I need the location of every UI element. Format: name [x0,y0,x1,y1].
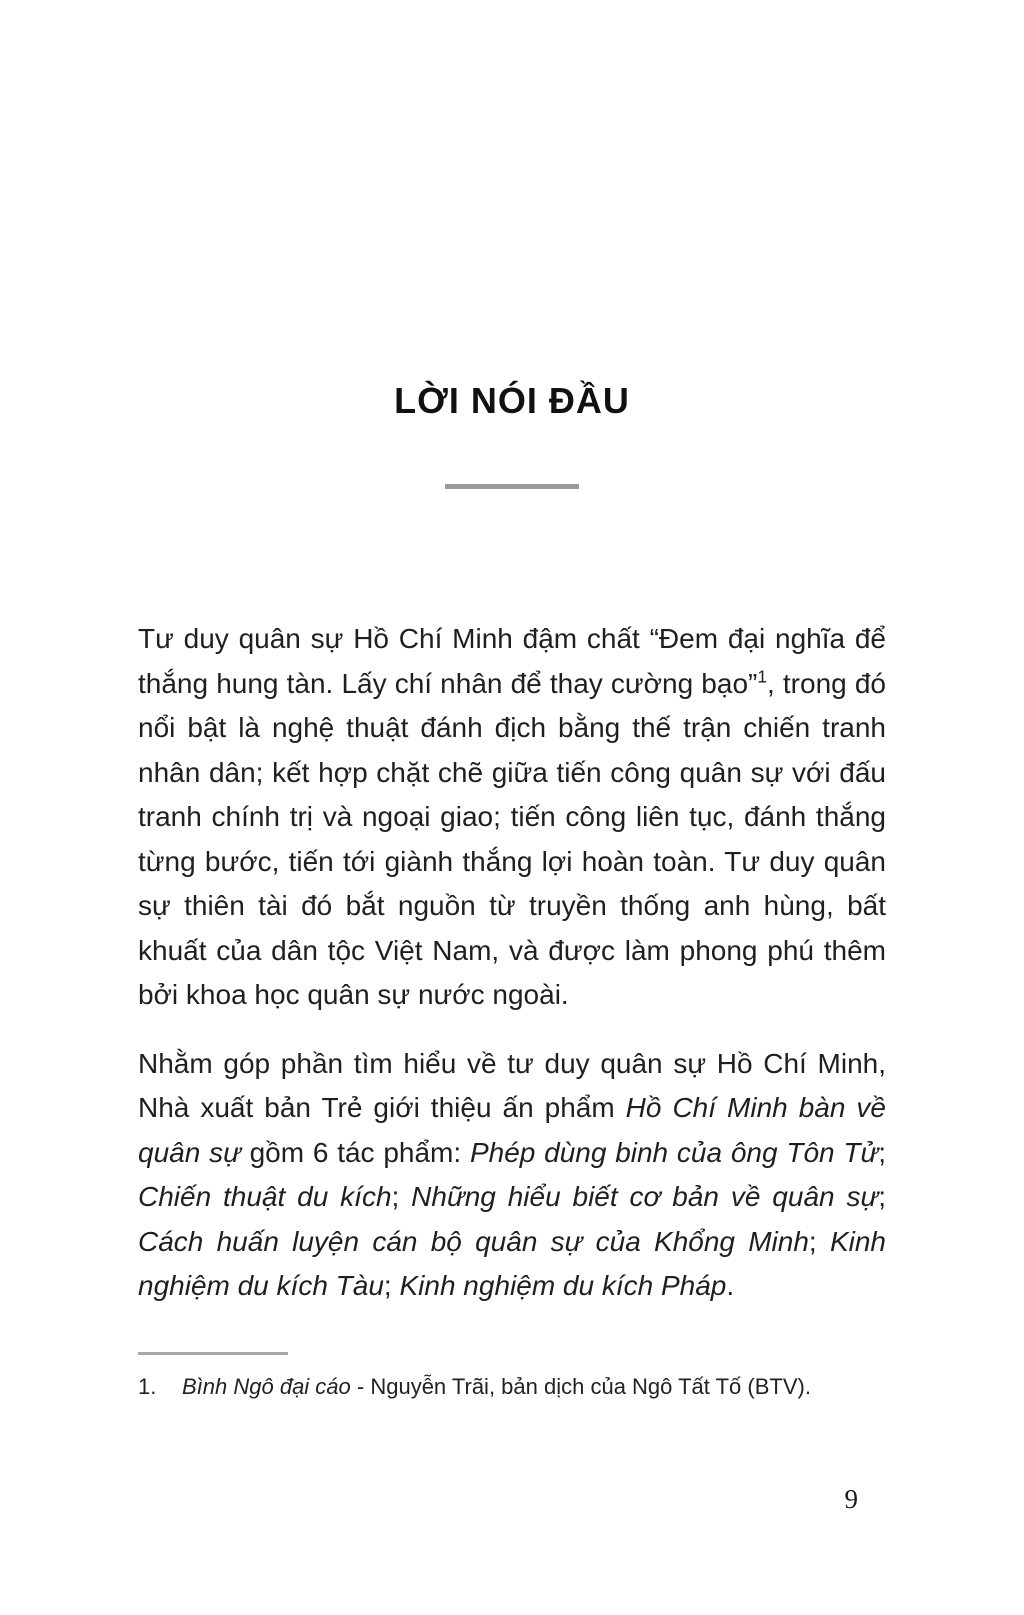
paragraph-text: gồm 6 tác phẩm: [240,1136,470,1168]
body-text [138,617,886,1309]
work-title: Cách huấn luyện cán bộ quân sự của Khổng Minh [138,1225,809,1257]
footnote [138,1372,886,1402]
work-title: Phép dùng binh của ông Tôn Tử [469,1136,879,1168]
separator: ; [391,1181,412,1212]
separator: ; [878,1181,886,1212]
work-title: Kinh nghiệm du kích Pháp [399,1270,727,1301]
footnote-work-title: Bình Ngô đại cáo [182,1374,351,1399]
separator: ; [808,1225,830,1257]
paragraph-text: , trong đó nổi bật là nghệ thuật đánh địch bằng thế trận chiến tranh nhân dân; kết hợp chặt chẽ giữa tiến công quân sự với đấu tranh chính trị và ngoại giao; tiến công liên tục, đánh thắng từng bước, tiến tới giành thắng lợi hoàn toàn. Tư duy quân sự thiên tài đó bắt nguồn từ truyền thống anh hùng, bất khuất của dân tộc Việt Nam, và được làm phong phú thêm bởi khoa học quân sự nước ngoài. [138,667,886,1010]
paragraph-text: . [726,1270,735,1301]
book-title: Hồ Chí Minh bàn về quân sự [138,1092,886,1168]
footnote-marker: 1. [138,1374,157,1399]
footnote-text: - Nguyễn Trãi, bản dịch của Ngô Tất Tố (BTV). [350,1374,811,1399]
separator: ; [878,1136,886,1168]
footnote-reference: 1 [757,666,767,687]
page-title: LỜI NÓI ĐẦU [394,380,630,421]
page-number: 9 [844,1484,858,1514]
work-title: Chiến thuật du kích [138,1181,392,1212]
footnote-body [182,1372,886,1402]
paragraph-text: Nhằm góp phần tìm hiểu về tư duy quân sự Hồ Chí Minh, Nhà xuất bản Trẻ giới thiệu ấn phẩm [138,1047,886,1123]
paragraph-text: Tư duy quân sự Hồ Chí Minh đậm chất “Đem đại nghĩa để thắng hung tàn. Lấy chí nhân để thay cường bạo” [138,623,886,699]
footnote-divider [138,1352,288,1355]
work-title: Những hiểu biết cơ bản về quân sự [411,1181,879,1212]
paragraph-1 [138,617,886,1018]
title-divider [445,484,579,489]
paragraph-2 [138,1042,886,1309]
work-title: Kinh nghiệm du kích Tàu [138,1225,886,1301]
separator: ; [383,1270,400,1301]
